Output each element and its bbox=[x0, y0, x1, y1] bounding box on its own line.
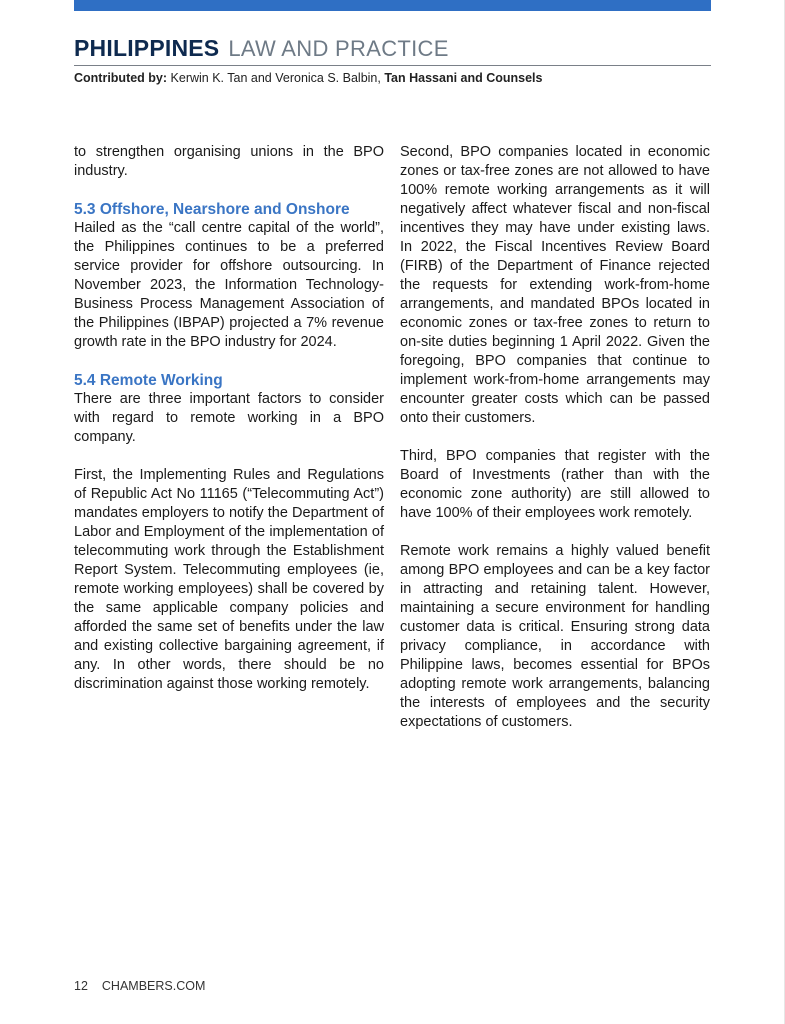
contributors-label: Contributed by: bbox=[74, 71, 168, 85]
paragraph-third-factor: Third, BPO companies that register with the Board of Investments (rather than with the economic zone authority) are still allowed to have 100% of their employees work remotely. bbox=[400, 448, 710, 521]
paragraph-second-factor: Second, BPO companies located in economic zones or tax-free zones are not allowed to have 100% remote working arrangements as it will negatively affect whatever fiscal and non-fiscal incentives they may have under existing laws. In 2022, the Fiscal Incentives Review Board (FIRB) of the Department of Finance rejected the requests for extending work-from-home arrangements, and mandated BPOs located in economic zones or tax-free zones to return to on-site duties beginning 1 April 2022. Given the foregoing, BPO companies that continue to implement work-from-home arrangements may encounter greater costs which can be passed onto their customers. bbox=[400, 144, 710, 426]
left-column bbox=[74, 143, 384, 713]
page-footer bbox=[74, 979, 205, 993]
contributors-line bbox=[74, 71, 543, 85]
header-divider bbox=[74, 65, 711, 66]
contributors-authors: Kerwin K. Tan and Veronica S. Balbin, bbox=[170, 71, 381, 85]
paragraph-remote-benefit: Remote work remains a highly valued benefit among BPO employees and can be a key factor in attracting and retaining talent. However, maintaining a secure environment for handling customer data is critical. Ensuring strong data privacy compliance, in accordance with Philippine laws, becomes essential for BPOs adopting remote work arrangements, balancing the interests of employees and the security expectations of customers. bbox=[400, 543, 710, 730]
top-accent-bar bbox=[74, 0, 711, 11]
section-heading-5-4: 5.4 Remote Working bbox=[74, 372, 223, 389]
page-header bbox=[74, 35, 449, 65]
footer-site-link[interactable]: CHAMBERS.COM bbox=[101, 979, 206, 993]
contributors-firm: Tan Hassani and Counsels bbox=[384, 71, 543, 85]
paragraph-unions-continued: to strengthen organising unions in the BPO industry. bbox=[74, 144, 384, 179]
page-number: 12 bbox=[74, 979, 88, 993]
paragraph-first-factor: First, the Implementing Rules and Regulations of Republic Act No 11165 (“Telecommuting Act”) mandates employers to notify the Department of Labor and Employment of the implementation of telecommuting work through the Establishment Report System. Telecommuting employees (ie, remote working employees) shall be covered by the same applicable company policies and afforded the same set of benefits under the law and existing collective bargaining agreement, if any. In other words, there should be no discrimination against those working remotely. bbox=[74, 467, 384, 692]
paragraph-remote-intro: There are three important factors to consider with regard to remote working in a BPO company. bbox=[74, 391, 384, 445]
paragraph-offshore: Hailed as the “call centre capital of the world”, the Philippines continues to be a preferred service provider for offshore outsourcing. In November 2023, the Information Technology-Business Process Management Association of the Philippines (IBPAP) projected a 7% revenue growth rate in the BPO industry for 2024. bbox=[74, 220, 384, 350]
country-title: PHILIPPINES bbox=[74, 35, 220, 61]
section-heading-5-3: 5.3 Offshore, Nearshore and Onshore bbox=[74, 201, 350, 218]
right-column bbox=[400, 143, 710, 751]
practice-title: LAW AND PRACTICE bbox=[228, 36, 449, 61]
